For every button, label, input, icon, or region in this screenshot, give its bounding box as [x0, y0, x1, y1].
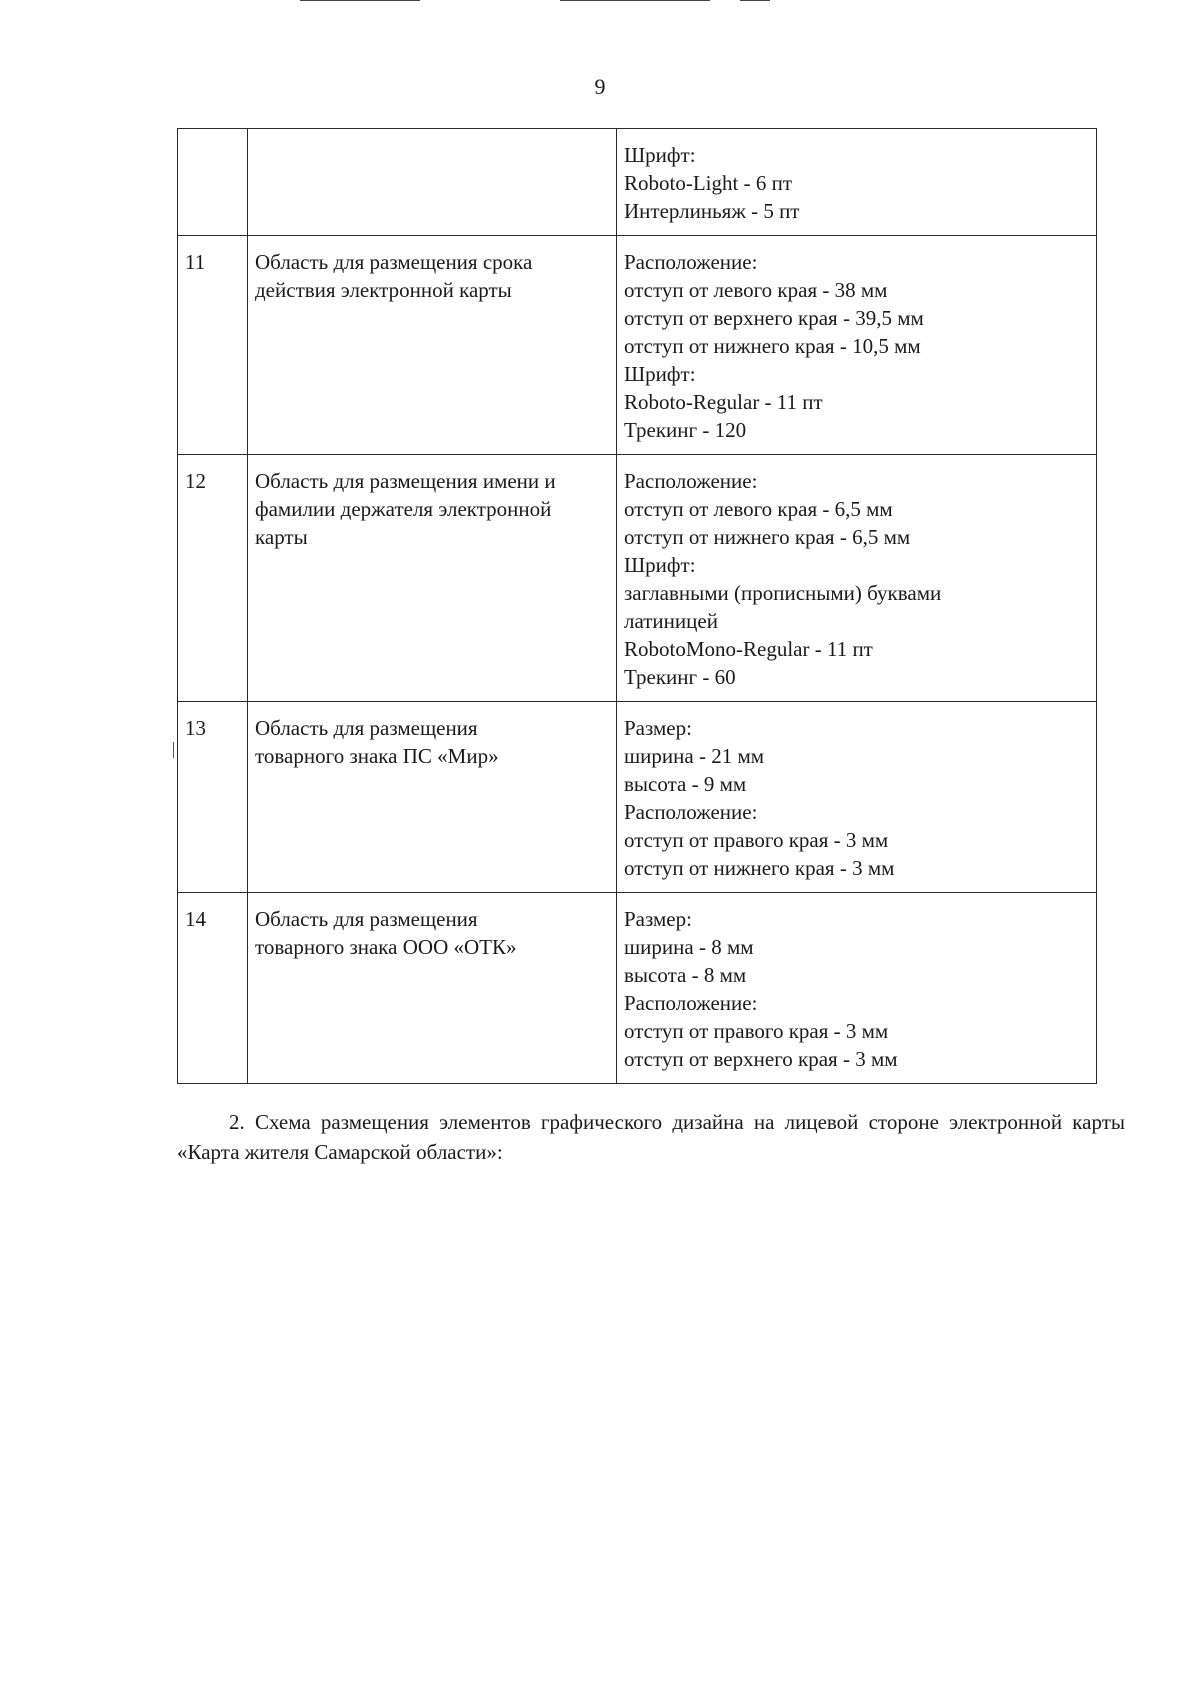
element-params	[617, 893, 1097, 1084]
param-line: отступ от верхнего края - 3 мм	[624, 1047, 898, 1071]
table-row	[178, 455, 1097, 702]
spec-table-body	[178, 129, 1097, 1084]
param-line: Трекинг - 120	[624, 418, 747, 442]
element-name-line: Область для размещения срока	[255, 250, 533, 274]
row-number	[178, 129, 248, 236]
param-line: ширина - 8 мм	[624, 935, 754, 959]
row-number: 13	[178, 702, 248, 893]
element-name	[248, 236, 617, 455]
page-number: 9	[594, 74, 606, 99]
element-name-line: Область для размещения имени и	[255, 469, 556, 493]
table-row	[178, 129, 1097, 236]
param-line: высота - 8 мм	[624, 963, 747, 987]
param-line: Шрифт:	[624, 362, 696, 386]
element-name-line: действия электронной карты	[255, 278, 512, 302]
param-line: латиницей	[624, 609, 718, 633]
scan-edge-line	[740, 0, 770, 1]
param-line: Roboto-Light - 6 пт	[624, 171, 792, 195]
element-params	[617, 702, 1097, 893]
element-name-line: товарного знака ПС «Мир»	[255, 744, 499, 768]
param-line: Трекинг - 60	[624, 665, 736, 689]
param-line: Расположение:	[624, 469, 758, 493]
param-line: заглавными (прописными) буквами	[624, 581, 942, 605]
param-line: Расположение:	[624, 250, 758, 274]
scheme-paragraph: 2. Схема размещения элементов графического дизайна на лицевой стороне электронной карты «Карта жителя Самарской области»:	[177, 1110, 1125, 1164]
scan-mark	[173, 742, 174, 758]
param-line: Шрифт:	[624, 553, 696, 577]
param-line: Шрифт:	[624, 143, 696, 167]
param-line: отступ от нижнего края - 10,5 мм	[624, 334, 921, 358]
element-name-line: Область для размещения	[255, 716, 478, 740]
param-line: RobotoMono-Regular - 11 пт	[624, 637, 873, 661]
scan-edge-line	[560, 0, 710, 1]
param-line: Расположение:	[624, 991, 758, 1015]
param-line: отступ от правого края - 3 мм	[624, 828, 889, 852]
table-row	[178, 893, 1097, 1084]
param-line: отступ от левого края - 38 мм	[624, 278, 888, 302]
param-line: Размер:	[624, 716, 692, 740]
table-row	[178, 702, 1097, 893]
param-line: отступ от правого края - 3 мм	[624, 1019, 889, 1043]
element-name-line: карты	[255, 525, 308, 549]
param-line: отступ от левого края - 6,5 мм	[624, 497, 893, 521]
element-params	[617, 455, 1097, 702]
param-line: ширина - 21 мм	[624, 744, 765, 768]
param-line: высота - 9 мм	[624, 772, 747, 796]
element-name	[248, 893, 617, 1084]
element-name-line: Область для размещения	[255, 907, 478, 931]
element-name	[248, 129, 617, 236]
param-line: отступ от верхнего края - 39,5 мм	[624, 306, 924, 330]
spec-table	[177, 128, 1097, 1084]
element-params	[617, 129, 1097, 236]
row-number: 14	[178, 893, 248, 1084]
param-line: Размер:	[624, 907, 692, 931]
element-params	[617, 236, 1097, 455]
element-name-line: товарного знака ООО «ОТК»	[255, 935, 517, 959]
row-number: 12	[178, 455, 248, 702]
param-line: Roboto-Regular - 11 пт	[624, 390, 823, 414]
param-line: отступ от нижнего края - 3 мм	[624, 856, 895, 880]
table-row	[178, 236, 1097, 455]
param-line: отступ от нижнего края - 6,5 мм	[624, 525, 911, 549]
param-line: Расположение:	[624, 800, 758, 824]
param-line: Интерлиньяж - 5 пт	[624, 199, 800, 223]
element-name	[248, 455, 617, 702]
element-name	[248, 702, 617, 893]
scan-edge-line	[300, 0, 420, 1]
element-name-line: фамилии держателя электронной	[255, 497, 552, 521]
row-number: 11	[178, 236, 248, 455]
